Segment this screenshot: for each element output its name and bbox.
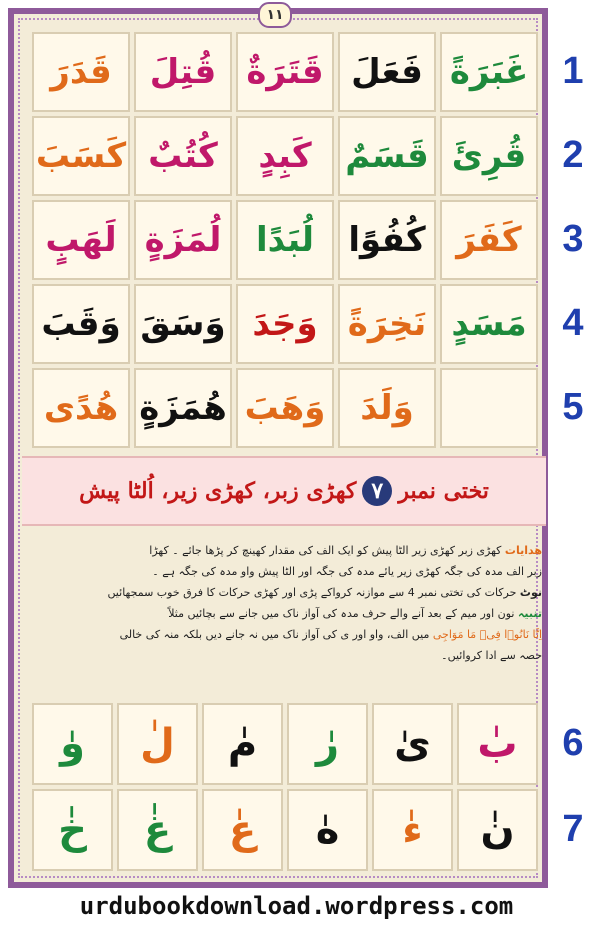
word-cell: لُبَدًا	[236, 200, 334, 280]
word-cell: لَهَبٍ	[32, 200, 130, 280]
word-cell: قُرِئَ	[440, 116, 538, 196]
site-url: urdubookdownload.wordpress.com	[79, 892, 514, 920]
word-cell: قَتَرَةٌ	[236, 32, 334, 112]
word-cell: یٰ	[372, 703, 453, 785]
instruction-line: حرکات کی تختی نمبر 4 سے موازنہ کرواکے پڑی اور کھڑی حرکات کا فرق خوب سمجھائیں	[107, 586, 517, 599]
row-number: 5	[562, 386, 584, 428]
title-part1: تختی نمبر	[398, 478, 489, 504]
grid-row	[30, 789, 540, 871]
word-cell: رٰ	[287, 703, 368, 785]
word-cell: فَعَلَ	[338, 32, 436, 112]
lesson-title	[22, 456, 546, 526]
grid-row	[30, 703, 540, 785]
word-cell: نَخِرَةً	[338, 284, 436, 364]
word-cell: قَدَرَ	[32, 32, 130, 112]
instruction-line: زبر الف مدہ کی جگہ کھڑی زیر یائے مدہ کی جگہ اور الٹا پیش واو مدہ کی جگہ ہے ۔	[152, 565, 542, 578]
word-cell: وٰ	[32, 703, 113, 785]
word-cell: هٰ	[287, 789, 368, 871]
word-cell: هُمَزَةٍ	[134, 368, 232, 448]
word-cell: وَجَدَ	[236, 284, 334, 364]
word-cell: قُتِلَ	[134, 32, 232, 112]
example-text: اِنَّا نَانُوۡا فِیۡ مَا مَوَاجِی	[432, 628, 542, 641]
grid-row	[30, 368, 540, 448]
word-cell: وَقَبَ	[32, 284, 130, 364]
word-cell: لٰ	[117, 703, 198, 785]
word-cell: كَفَرَ	[440, 200, 538, 280]
word-cell: كُتُبٌ	[134, 116, 232, 196]
word-cell: كَبِدٍ	[236, 116, 334, 196]
word-cell: غٰ	[117, 789, 198, 871]
grid-row	[30, 200, 540, 280]
word-cell: ءٰ	[372, 789, 453, 871]
word-cell: كَسَبَ	[32, 116, 130, 196]
row-number: 1	[562, 50, 584, 92]
instructions	[22, 540, 546, 695]
instructions-label: ھدایات	[504, 544, 542, 557]
grid-row	[30, 284, 540, 364]
grid-row	[30, 32, 540, 112]
row-number: 4	[562, 302, 584, 344]
row-number: 6	[562, 722, 584, 764]
word-cell: خٰ	[32, 789, 113, 871]
word-cell: مَسَدٍ	[440, 284, 538, 364]
word-cell: نٰ	[457, 789, 538, 871]
page-number: ١١	[258, 2, 292, 28]
word-cell: كُفُوًا	[338, 200, 436, 280]
instruction-line: میں الف، واو اور ی کی آواز ناک میں نہ جانے دیں بلکہ منہ کی خالی	[119, 628, 430, 641]
word-cell: لُمَزَةٍ	[134, 200, 232, 280]
row-number: 3	[562, 218, 584, 260]
warning-label: تنبیہ	[517, 607, 542, 620]
title-part2: کھڑی زبر، کھڑی زیر، اُلٹا پیش	[79, 478, 357, 504]
instruction-line: نون اور میم کے بعد آنے والے حرف مدہ کی آواز ناک میں جانے سے بچائیں مثلاً	[168, 607, 515, 620]
word-cell: وَهَبَ	[236, 368, 334, 448]
word-cell: بٰ	[457, 703, 538, 785]
word-cell: مٰ	[202, 703, 283, 785]
lesson-number-badge: ٧	[362, 476, 392, 506]
word-cell	[440, 368, 538, 448]
grid-row	[30, 116, 540, 196]
word-cell: وَسَقَ	[134, 284, 232, 364]
word-cell: غَبَرَةً	[440, 32, 538, 112]
row-number: 2	[562, 134, 584, 176]
word-cell: هُدًى	[32, 368, 130, 448]
instruction-line: کھڑی زبر کھڑی زیر الٹا پیش کو ایک الف کی مقدار کھینچ کر پڑھا جائے ۔ کھڑا	[149, 544, 502, 557]
note-label: نوٹ	[519, 586, 542, 599]
word-cell: وَلَدَ	[338, 368, 436, 448]
instruction-line: حصہ سے ادا کروائیں۔	[441, 649, 542, 662]
word-cell: قَسَمٌ	[338, 116, 436, 196]
row-number: 7	[562, 808, 584, 850]
word-cell: عٰ	[202, 789, 283, 871]
